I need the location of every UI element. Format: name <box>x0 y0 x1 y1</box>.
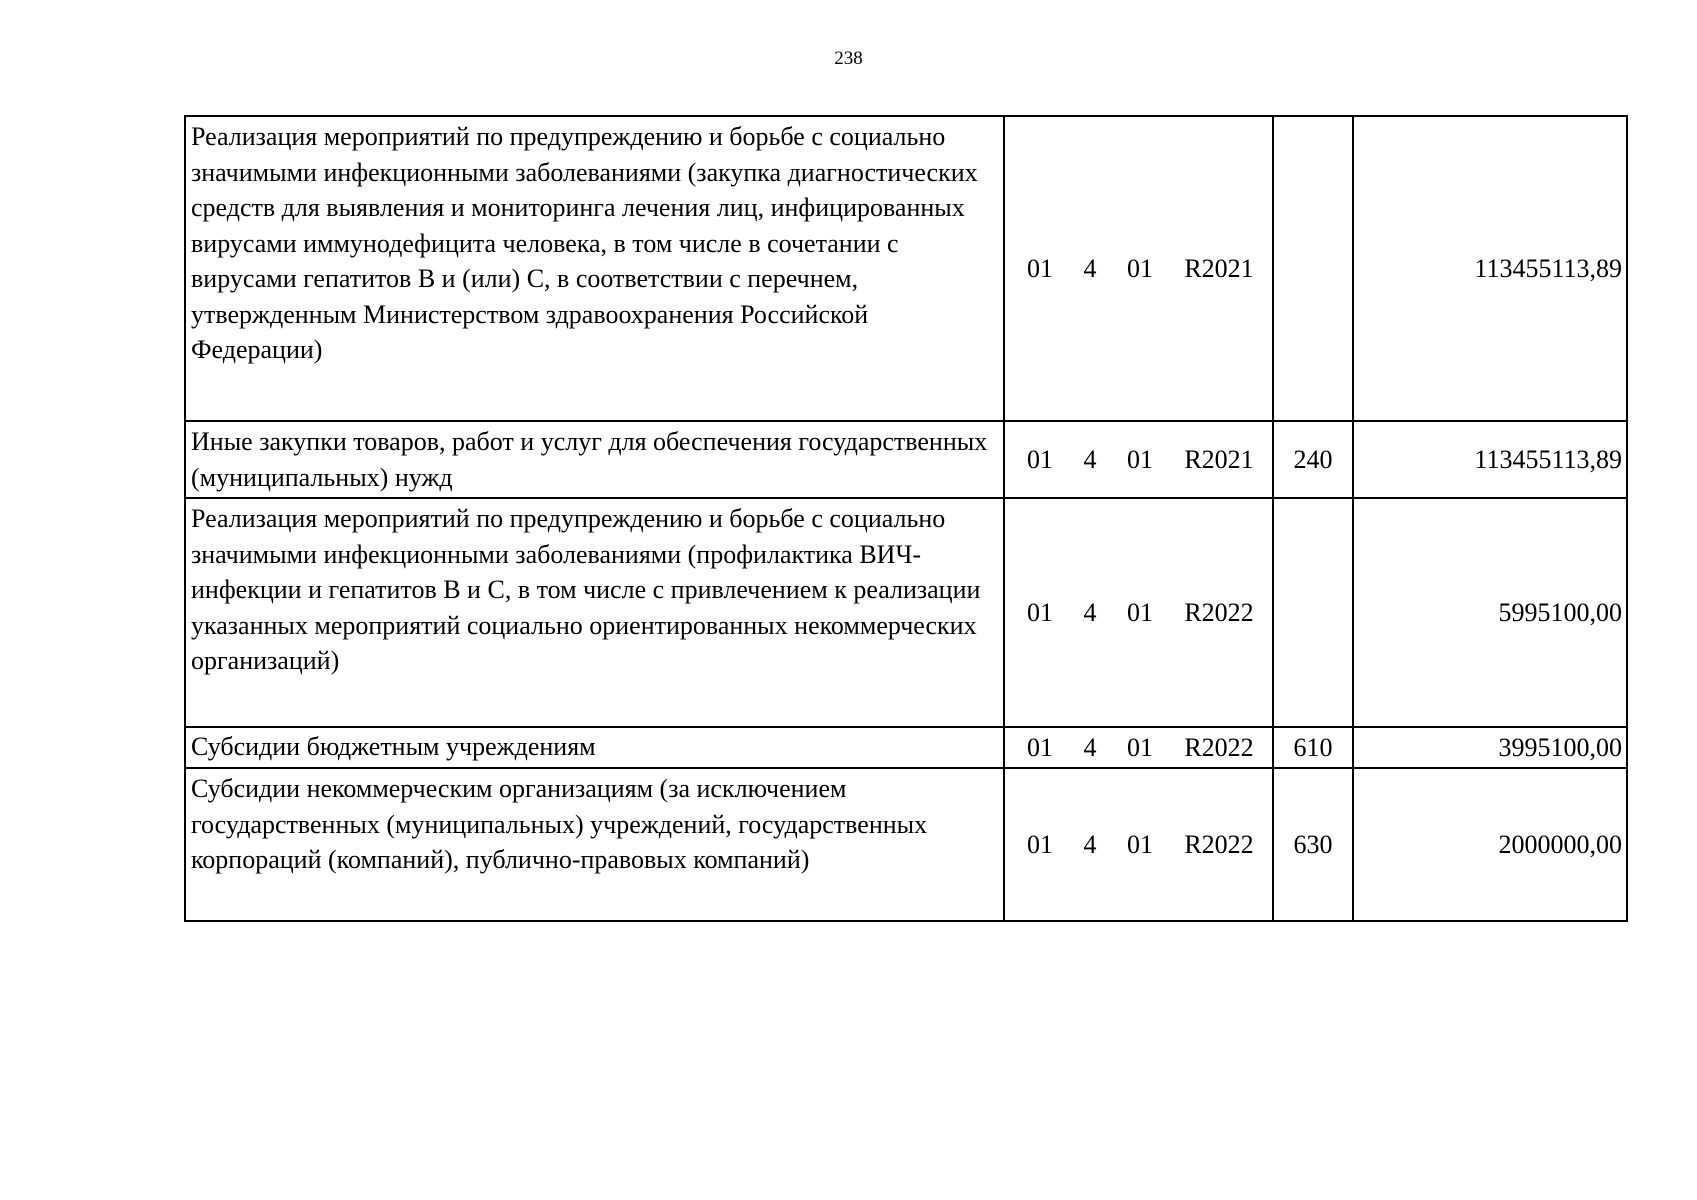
program-code: 01 <box>1027 597 1053 627</box>
direction-code: R2021 <box>1184 253 1254 283</box>
amount: 2000000,00 <box>1353 768 1627 921</box>
program-code: 01 <box>1027 444 1053 474</box>
measure-code: 01 <box>1127 444 1153 474</box>
expense-type-code <box>1273 498 1353 727</box>
row-target-code <box>1004 421 1273 498</box>
row-description: Реализация мероприятий по предупреждению и борьбе с социально значимыми инфекционными заболеваниями (закупка диагностических средств для выявления и мониторинга лечения лиц, инфицированных вирусами иммунодефицита человека, в том числе в сочетании с вирусами гепатитов В и (или) С, в соответствии с перечнем, утвержденным Министерством здравоохранения Российской Федерации) <box>185 116 1004 421</box>
subprogram-code: 4 <box>1083 732 1097 762</box>
program-code: 01 <box>1027 829 1053 859</box>
program-code: 01 <box>1027 253 1053 283</box>
amount: 113455113,89 <box>1353 116 1627 421</box>
row-description: Субсидии бюджетным учреждениям <box>185 727 1004 768</box>
direction-code: R2021 <box>1184 444 1254 474</box>
budget-table <box>184 115 1628 922</box>
row-target-code <box>1004 498 1273 727</box>
row-description: Иные закупки товаров, работ и услуг для обеспечения государственных (муниципальных) нужд <box>185 421 1004 498</box>
row-description: Субсидии некоммерческим организациям (за исключением государственных (муниципальных) учреждений, государственных корпораций (компаний), публично-правовых компаний) <box>185 768 1004 921</box>
table-row <box>185 421 1627 498</box>
amount: 3995100,00 <box>1353 727 1627 768</box>
measure-code: 01 <box>1127 829 1153 859</box>
row-target-code <box>1004 768 1273 921</box>
page-number: 238 <box>834 48 863 69</box>
measure-code: 01 <box>1127 597 1153 627</box>
expense-type-code: 240 <box>1273 421 1353 498</box>
table-row <box>185 116 1627 421</box>
direction-code: R2022 <box>1184 597 1254 627</box>
expense-type-code: 630 <box>1273 768 1353 921</box>
subprogram-code: 4 <box>1083 253 1097 283</box>
amount: 5995100,00 <box>1353 498 1627 727</box>
table-row <box>185 768 1627 921</box>
subprogram-code: 4 <box>1083 829 1097 859</box>
expense-type-code <box>1273 116 1353 421</box>
measure-code: 01 <box>1127 253 1153 283</box>
measure-code: 01 <box>1127 732 1153 762</box>
row-description: Реализация мероприятий по предупреждению и борьбе с социально значимыми инфекционными заболеваниями (профилактика ВИЧ-инфекции и гепатитов В и С, в том числе с привлечением к реализации указанных мероприятий социально ориентированных некоммерческих организаций) <box>185 498 1004 727</box>
row-target-code <box>1004 116 1273 421</box>
table-row <box>185 498 1627 727</box>
program-code: 01 <box>1027 732 1053 762</box>
subprogram-code: 4 <box>1083 444 1097 474</box>
row-target-code <box>1004 727 1273 768</box>
amount: 113455113,89 <box>1353 421 1627 498</box>
subprogram-code: 4 <box>1083 597 1097 627</box>
direction-code: R2022 <box>1184 732 1254 762</box>
direction-code: R2022 <box>1184 829 1254 859</box>
expense-type-code: 610 <box>1273 727 1353 768</box>
table-row <box>185 727 1627 768</box>
